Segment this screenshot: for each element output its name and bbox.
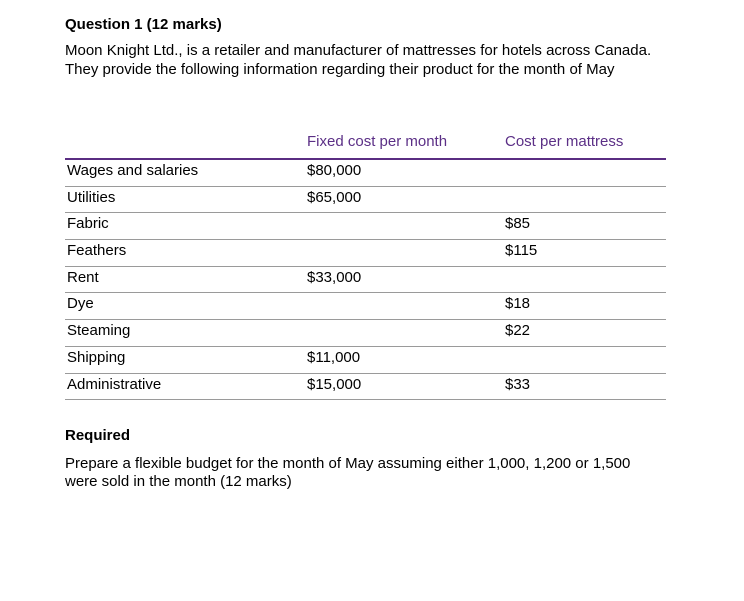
row-fixed-cost: $11,000 xyxy=(307,348,361,366)
question-title: Question 1 (12 marks) xyxy=(65,16,222,33)
row-label: Steaming xyxy=(67,322,131,340)
required-text: Prepare a flexible budget for the month of May assuming either 1,000, 1,200 or 1,500 were sold in the month (12 marks) xyxy=(65,455,631,490)
row-label: Utilities xyxy=(67,188,116,206)
required-heading: Required xyxy=(65,427,131,444)
table-row xyxy=(65,374,666,401)
table-row xyxy=(65,347,666,374)
row-fixed-cost: $80,000 xyxy=(307,162,362,179)
table-row xyxy=(65,213,666,240)
row-fixed-cost: $33,000 xyxy=(307,268,362,286)
row-fixed-cost: $65,000 xyxy=(307,188,362,206)
row-cost-per-mattress: $18 xyxy=(505,295,531,313)
row-cost-per-mattress: $115 xyxy=(505,242,538,260)
question-intro: Moon Knight Ltd., is a retailer and manufacturer of mattresses for hotels across Canada. They provide the following information regarding their product for the month of May xyxy=(65,42,652,78)
table-row xyxy=(65,293,666,320)
row-label: Fabric xyxy=(67,215,109,233)
header-fixed-cost: Fixed cost per month xyxy=(307,133,448,150)
row-label: Administrative xyxy=(67,375,162,393)
table-row xyxy=(65,187,666,214)
table-row xyxy=(65,320,666,347)
row-fixed-cost: $15,000 xyxy=(307,375,362,393)
row-cost-per-mattress: $85 xyxy=(505,215,531,233)
row-label: Dye xyxy=(67,295,94,313)
row-label: Feathers xyxy=(67,242,127,260)
table-row xyxy=(65,267,666,294)
row-cost-per-mattress: $33 xyxy=(505,375,531,393)
row-cost-per-mattress: $22 xyxy=(505,322,531,340)
row-label: Wages and salaries xyxy=(67,162,199,179)
cost-table xyxy=(65,160,666,400)
row-label: Shipping xyxy=(67,348,126,366)
row-label: Rent xyxy=(67,268,99,286)
table-row xyxy=(65,160,666,187)
header-cost-per-mattress: Cost per mattress xyxy=(505,133,624,150)
table-row xyxy=(65,240,666,267)
